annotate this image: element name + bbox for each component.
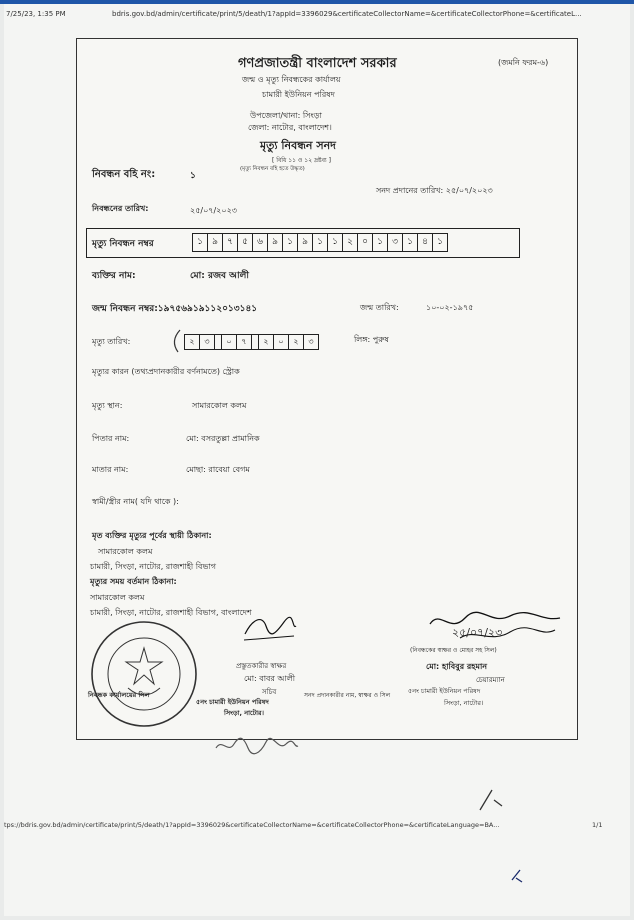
govt-title: গণপ্রজাতন্ত্রী বাংলাদেশ সরকার bbox=[238, 56, 397, 71]
permanent-address-line2: চামারী, সিংড়া, নাটোর, রাজশাহী বিভাগ bbox=[90, 562, 217, 571]
print-url: bdris.gov.bd/admin/certificate/print/5/death/1?appId=3396029&certificateCollectorName=&certificateCollectorPhone=&certificateL... bbox=[112, 10, 582, 18]
reg-digit-cell: ০ bbox=[358, 234, 373, 251]
registrar-union: ৫নং চামারী ইউনিয়ন পরিষদ bbox=[408, 687, 481, 695]
issuer-name: মো: বাবর আলী bbox=[244, 674, 295, 683]
registrar-sign-caption: (নিবন্ধকের স্বাক্ষর ও মোহর সহ সিল) bbox=[410, 647, 497, 654]
current-address-line2: চামারী, সিংড়া, নাটোর, রাজশাহী বিভাগ, বাংলাদেশ bbox=[90, 608, 252, 617]
footer-url: tps://bdris.gov.bd/admin/certificate/print/5/death/1?appId=3396029&certificateCollectorName=&certificateCollectorPhone=&certificateLanguage=BA... bbox=[4, 821, 500, 829]
reg-digit-cell: ৬ bbox=[253, 234, 268, 251]
birth-date-value: ১০-০২-১৯৭৫ bbox=[426, 303, 474, 312]
handwritten-note bbox=[212, 734, 302, 760]
reg-digit-cell: ৫ bbox=[238, 234, 253, 251]
date-digit-cell: ৩ bbox=[200, 335, 215, 349]
date-digit-cell: ২ bbox=[185, 335, 200, 349]
registrar-location: সিংড়া, নাটোর। bbox=[444, 699, 484, 707]
mother-value: মোছা: রাবেয়া বেগম bbox=[186, 465, 250, 474]
issuer-signature bbox=[240, 612, 300, 648]
office-name: জন্ম ও মৃত্যু নিবন্ধকের কার্যালয় bbox=[242, 75, 341, 84]
death-date-label: মৃত্যু তারিখ: bbox=[92, 337, 131, 346]
union-seal-stamp bbox=[88, 618, 200, 730]
place-label: মৃত্যু স্থান: bbox=[92, 401, 123, 410]
reg-digit-cell: ১ bbox=[437, 237, 443, 247]
date-digit-cell: ০ bbox=[274, 335, 289, 349]
register-book-value: ১ bbox=[190, 171, 196, 181]
issuer-location: সিংড়া, নাটোর। bbox=[224, 709, 264, 717]
reg-digit-cell: ৪ bbox=[418, 234, 433, 251]
death-reg-number-cells bbox=[192, 233, 448, 252]
hand-mark-bracket bbox=[170, 326, 210, 366]
reg-digit-cell: ৯ bbox=[298, 234, 313, 251]
permanent-address-line1: সামারকোল কলম bbox=[98, 547, 153, 556]
secretary-caption: নিবন্ধক কার্যালয়ের সিল bbox=[88, 691, 150, 699]
date-digit-cell: ২ bbox=[259, 335, 274, 349]
spouse-label: স্বামী/স্ত্রীর নাম( যদি থাকে ): bbox=[92, 497, 179, 506]
registration-date-label: নিবন্ধনের তারিখ: bbox=[92, 204, 149, 213]
reg-digit-cell: ১ bbox=[193, 234, 208, 251]
death-reg-number-label: মৃত্যু নিবন্ধন নম্বর bbox=[92, 239, 154, 249]
reg-digit-cell: ২ bbox=[343, 234, 358, 251]
place-value: সামারকোল কলম bbox=[192, 401, 247, 410]
date-separator-cell bbox=[215, 335, 222, 349]
reg-digit-cell: ১ bbox=[403, 234, 418, 251]
registrar-sign-date: ২৫/০৭/২৩ bbox=[452, 626, 503, 639]
birth-reg-number: জন্ম নিবন্ধন নম্বর:১৯৭৫৬৯১৯১১২০১৩১৪১ bbox=[92, 304, 258, 314]
issue-date: সনদ প্রদানের তারিখ: ২৫/০৭/২০২৩ bbox=[376, 186, 493, 195]
reg-digit-cell: ১ bbox=[283, 234, 298, 251]
pen-mark-1 bbox=[474, 780, 514, 820]
name-label: ব্যক্তির নাম: bbox=[92, 271, 136, 281]
cause-of-death: মৃত্যুর কারন (তথ্যপ্রদানকারীর বর্ণনামতে) স্ট্রোক bbox=[92, 367, 240, 376]
reg-digit-cell: ১ bbox=[328, 234, 343, 251]
registrar-designation: চেয়ারম্যান bbox=[476, 676, 505, 684]
father-label: পিতার নাম: bbox=[92, 434, 130, 443]
union-council: চামারী ইউনিয়ন পরিষদ bbox=[262, 90, 335, 99]
certificate-title: মৃত্যু নিবন্ধন সনদ bbox=[260, 139, 336, 152]
pen-mark-2 bbox=[508, 866, 528, 886]
reg-digit-cell: ৯ bbox=[268, 234, 283, 251]
upazila-line: উপজেলা/থানা: সিংড়া bbox=[250, 111, 322, 120]
name-value: মো: রজব আলী bbox=[190, 271, 249, 281]
reg-digit-cell: ৭ bbox=[223, 234, 238, 251]
date-digit-cell: ৭ bbox=[237, 335, 252, 349]
issuer-designation: সচিব bbox=[262, 688, 277, 696]
father-value: মো: বসরতুল্লা প্রামানিক bbox=[186, 434, 260, 443]
date-digit-cell: ৩ bbox=[308, 337, 314, 346]
register-book-label: নিবন্ধন বহি নং: bbox=[92, 169, 156, 180]
permanent-address-label: মৃত ব্যক্তির মৃত্যুর পূর্বের স্থায়ী ঠিকানা: bbox=[92, 531, 212, 540]
register-note: (মৃত্যু নিবন্ধন বহি হতে উদ্ধৃত) bbox=[240, 166, 305, 172]
issuer-seal-caption: সনদ প্রদানকারীর নাম, স্বাক্ষর ও সিল bbox=[304, 692, 391, 699]
mother-label: মাতার নাম: bbox=[92, 465, 129, 474]
form-number: (জমনি ফরম-৬) bbox=[498, 58, 549, 67]
issuer-union: ৫নং চামারী ইউনিয়ন পরিষদ bbox=[196, 698, 269, 706]
reg-digit-cell: ৩ bbox=[388, 234, 403, 251]
print-timestamp: 7/25/23, 1:35 PM bbox=[6, 10, 66, 18]
date-digit-cell: ২ bbox=[289, 335, 304, 349]
registrar-name: মো: হাবিবুর রহমান bbox=[426, 662, 488, 671]
rule-ref: [ বিধি ১১ ও ১২ দ্রষ্টব্য ] bbox=[272, 157, 331, 164]
reg-digit-cell: ৯ bbox=[208, 234, 223, 251]
gender: লিঙ্গ: পুরুষ bbox=[354, 335, 389, 344]
current-address-line1: সামারকোল কলম bbox=[90, 593, 145, 602]
reg-digit-cell: ১ bbox=[373, 234, 388, 251]
date-separator-cell bbox=[252, 335, 259, 349]
footer-page: 1/1 bbox=[592, 821, 603, 829]
birth-date-label: জন্ম তারিখ: bbox=[360, 303, 399, 312]
district-line: জেলা: নাটোর, বাংলাদেশ। bbox=[248, 123, 332, 132]
current-address-label: মৃত্যুর সময় বর্তমান ঠিকানা: bbox=[90, 577, 177, 586]
date-digit-cell: ০ bbox=[222, 335, 237, 349]
issuer-caption: প্রস্তুতকারীর স্বাক্ষর bbox=[236, 662, 287, 670]
reg-digit-cell: ১ bbox=[313, 234, 328, 251]
registration-date-value: ২৫/০৭/২০২৩ bbox=[190, 206, 237, 215]
